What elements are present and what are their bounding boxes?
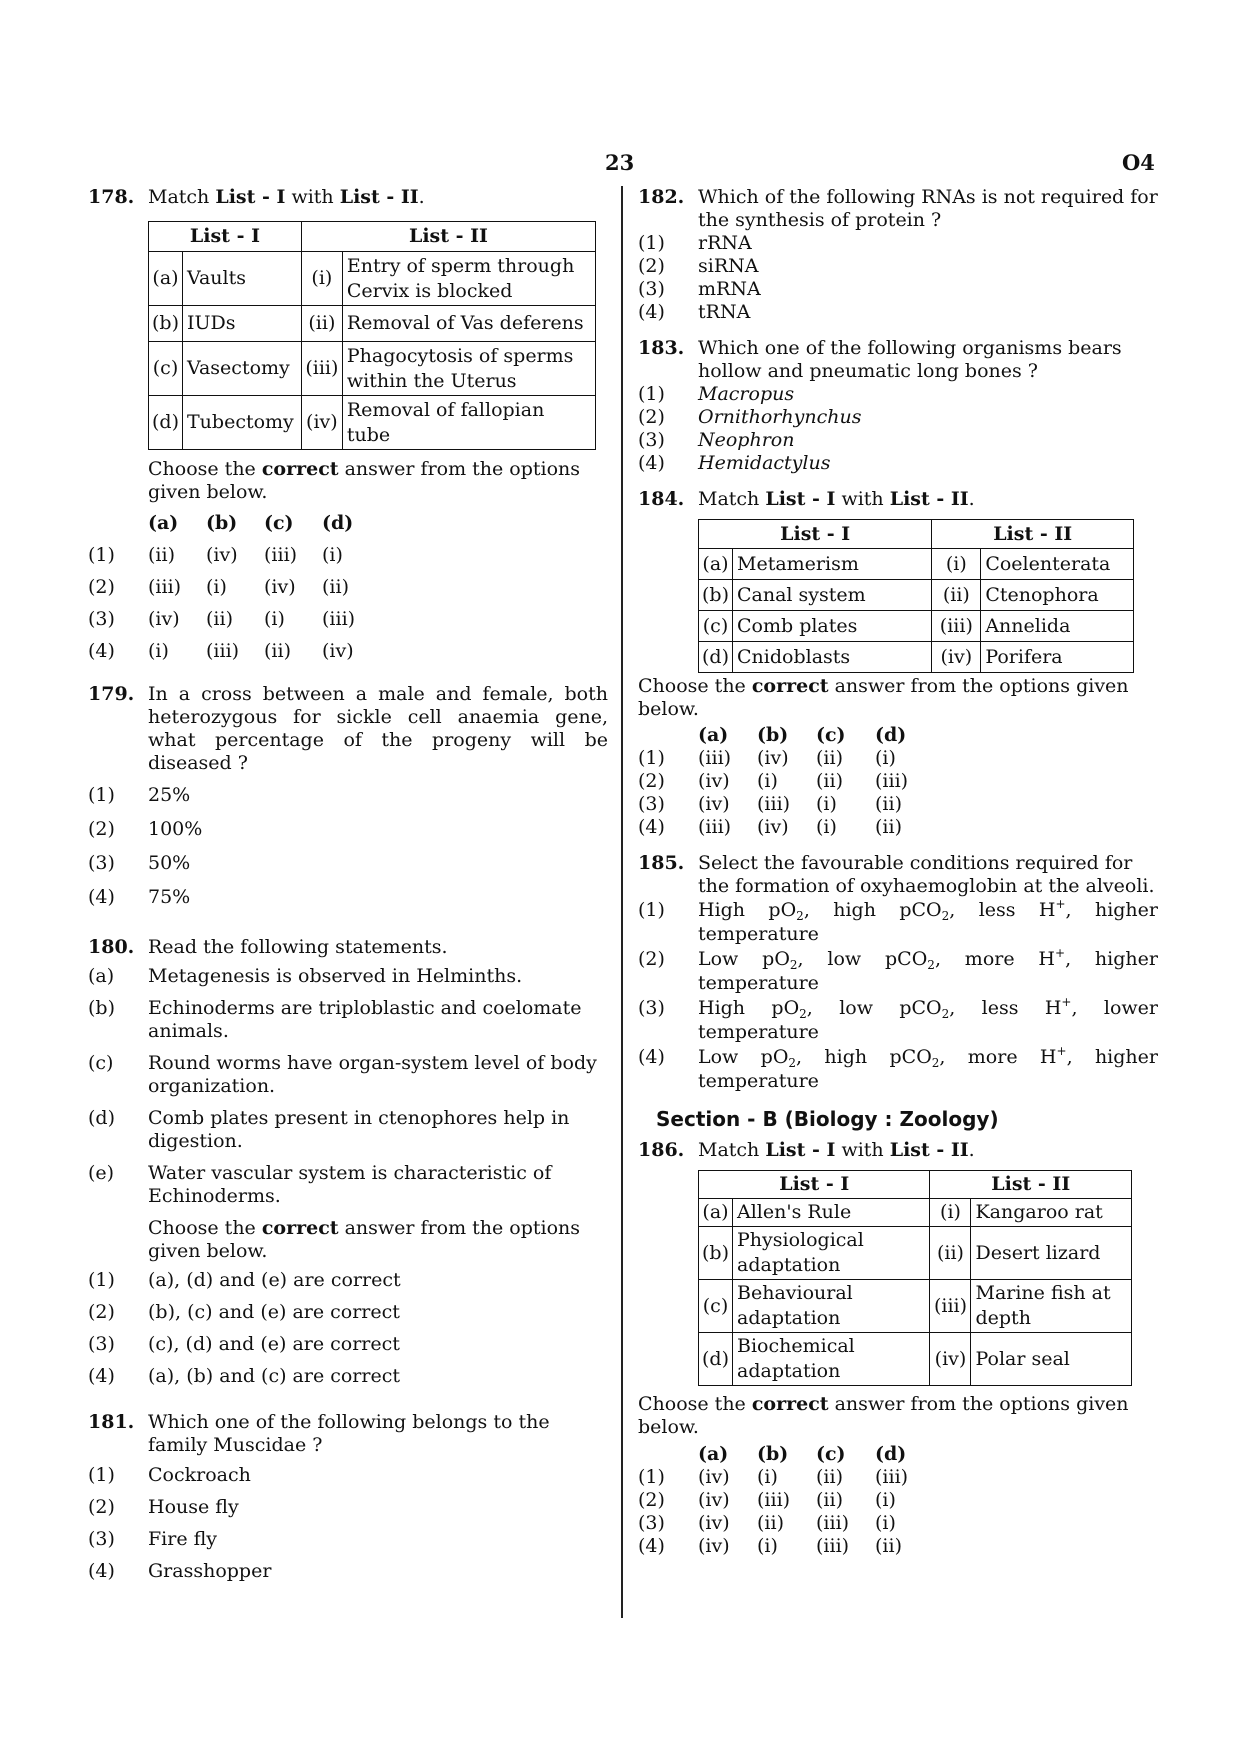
option-2[interactable]: (2) [88, 576, 115, 598]
question-number: 185. [638, 852, 685, 874]
question-number: 179. [88, 683, 135, 705]
option-3[interactable]: (3) [88, 608, 115, 630]
option-3[interactable]: (3) High $pO_2$, low pCO$_2$, less H+, lower temperature [638, 995, 1158, 1043]
options-list [638, 232, 1158, 324]
booklet-code: O4 [1122, 150, 1155, 175]
question-text: Which one of the following belongs to the family Muscidae ? [148, 1411, 550, 1456]
option-1[interactable]: (1) Macropus [638, 383, 795, 405]
option-1[interactable]: (1) [88, 544, 115, 566]
question-number: 183. [638, 337, 685, 359]
list-1-header: List - I [149, 222, 302, 252]
question-number: 182. [638, 186, 685, 208]
option-1[interactable]: (1) Cockroach [88, 1464, 251, 1486]
answer-grid: (a) (b) (c) (d) (1) (iii) (iv) (ii) (i) (2) (iv) (i) (ii) (iii) (3) (iv) (iii) (i) (ii) (4) (iii) (iv) (i) (ii) [638, 724, 909, 838]
option-1[interactable]: (1) [638, 1466, 665, 1488]
table-row: (d) Tubectomy (iv) Removal of fallopian tube [149, 396, 596, 450]
choose-instruction: Choose the correct answer from the options given below. [148, 1217, 581, 1262]
statements-list [88, 965, 608, 1208]
question-number: 186. [638, 1139, 685, 1161]
table-row: (a) Metamerism (i) Coelenterata [699, 549, 1134, 580]
statement-e: (e) Water vascular system is characteristic of Echinoderms. [88, 1162, 552, 1207]
right-column [638, 186, 1158, 1558]
section-title: Section - B (Biology : Zoology) [656, 1107, 999, 1131]
page-number: 23 [605, 150, 635, 175]
option-3[interactable]: (3) 50% [88, 852, 191, 874]
left-column [88, 186, 608, 1583]
question-183 [638, 337, 1158, 383]
table-row: (d) Cnidoblasts (iv) Porifera [699, 642, 1134, 673]
option-4[interactable]: (4) tRNA [638, 301, 751, 323]
option-2[interactable]: (2) 100% [88, 818, 203, 840]
choose-instruction: Choose the correct answer from the options given below. [638, 675, 1129, 720]
statement-a: (a) Metagenesis is observed in Helminths. [88, 965, 523, 987]
option-3[interactable]: (3) Neophron [638, 429, 795, 451]
option-4[interactable]: (4) [638, 816, 665, 838]
match-table [698, 1170, 1132, 1386]
option-1[interactable]: (1) (a), (d) and (e) are correct [88, 1269, 401, 1291]
list-2-header: List - II [932, 520, 1134, 549]
question-text: Match List - I with List - II. [148, 186, 425, 208]
option-3[interactable]: (3) mRNA [638, 278, 761, 300]
table-row: (a) Allen's Rule (i) Kangaroo rat [699, 1199, 1132, 1227]
option-4[interactable]: (4) [88, 640, 115, 662]
question-number: 178. [88, 186, 135, 208]
table-row: (c) Vasectomy (iii) Phagocytosis of sperms within the Uterus [149, 342, 596, 396]
match-table [148, 221, 596, 450]
option-4[interactable]: (4) Low $pO_2$, high pCO$_2$, more H+, higher temperature [638, 1044, 1158, 1092]
option-3[interactable]: (3) [638, 1512, 665, 1534]
list-2-header: List - II [930, 1171, 1132, 1199]
option-2[interactable]: (2) (b), (c) and (e) are correct [88, 1301, 400, 1323]
question-186 [638, 1139, 1158, 1162]
question-179 [88, 683, 608, 775]
option-2[interactable]: (2) [638, 770, 665, 792]
option-3[interactable]: (3) Fire fly [88, 1528, 218, 1550]
question-number: 184. [638, 488, 685, 510]
question-text: Read the following statements. [148, 936, 448, 958]
choose-instruction: Choose the correct answer from the options given below. [638, 1393, 1129, 1438]
question-181 [88, 1411, 608, 1457]
answer-grid: (a) (b) (c) (d) (1) (ii) (iv) (iii) (i) (2) (iii) (i) (iv) (ii) (3) (iv) (ii) (i) (iii) (4) (i) (iii) (ii) (iv) [88, 512, 356, 662]
option-1[interactable]: (1) 25% [88, 784, 191, 806]
question-number: 180. [88, 936, 135, 958]
option-2[interactable]: (2) House fly [88, 1496, 239, 1518]
match-table [698, 519, 1134, 673]
options-list [88, 1464, 608, 1583]
option-2[interactable]: (2) Ornithorhynchus [638, 406, 862, 428]
table-row: (a) Vaults (i) Entry of sperm through Cervix is blocked [149, 252, 596, 306]
option-2[interactable]: (2) [638, 1489, 665, 1511]
option-1[interactable]: (1) High $pO_2$, high pCO$_2$, less H+, higher temperature [638, 897, 1158, 945]
option-3[interactable]: (3) [638, 793, 665, 815]
option-2[interactable]: (2) Low $pO_2$, low pCO$_2$, more H+, higher temperature [638, 946, 1158, 994]
question-text: Which one of the following organisms bears hollow and pneumatic long bones ? [698, 337, 1122, 382]
question-text: Match List - I with List - II. [698, 1139, 975, 1161]
list-2-header: List - II [301, 222, 595, 252]
option-4[interactable]: (4) [638, 1535, 665, 1557]
statement-c: (c) Round worms have organ-system level of body organization. [88, 1052, 597, 1097]
option-4[interactable]: (4) Grasshopper [88, 1560, 272, 1582]
list-1-header: List - I [699, 520, 932, 549]
choose-instruction: Choose the correct answer from the options given below. [148, 458, 581, 503]
question-184 [638, 488, 1158, 511]
options-list [88, 784, 608, 909]
option-4[interactable]: (4) (a), (b) and (c) are correct [88, 1365, 400, 1387]
question-text: In a cross between a male and female, both heterozygous for sickle cell anaemia gene, what percentage of the progeny will be diseased ? [148, 683, 608, 774]
table-row: (b) Physiological adaptation (ii) Desert lizard [699, 1227, 1132, 1280]
options-list [88, 1269, 608, 1388]
question-text: Match List - I with List - II. [698, 488, 975, 510]
question-number: 181. [88, 1411, 135, 1433]
statement-b: (b) Echinoderms are triploblastic and coelomate animals. [88, 997, 582, 1042]
statement-d: (d) Comb plates present in ctenophores help in digestion. [88, 1107, 570, 1152]
option-4[interactable]: (4) Hemidactylus [638, 452, 831, 474]
question-185 [638, 852, 1158, 898]
question-178 [88, 186, 608, 504]
question-text: Select the favourable conditions required for the formation of oxyhaemoglobin at the alveoli. [698, 852, 1155, 897]
column-divider [621, 186, 623, 1618]
option-3[interactable]: (3) (c), (d) and (e) are correct [88, 1333, 400, 1355]
option-2[interactable]: (2) siRNA [638, 255, 759, 277]
option-1[interactable]: (1) rRNA [638, 232, 752, 254]
table-row: (c) Behavioural adaptation (iii) Marine fish at depth [699, 1280, 1132, 1333]
options-list [638, 899, 1158, 1092]
table-row: (d) Biochemical adaptation (iv) Polar seal [699, 1333, 1132, 1386]
option-4[interactable]: (4) 75% [88, 886, 191, 908]
table-row: (b) Canal system (ii) Ctenophora [699, 580, 1134, 611]
list-1-header: List - I [699, 1171, 930, 1199]
table-row: (c) Comb plates (iii) Annelida [699, 611, 1134, 642]
options-list [638, 383, 1158, 475]
question-182 [638, 186, 1158, 232]
table-row: (b) IUDs (ii) Removal of Vas deferens [149, 306, 596, 342]
answer-grid: (a) (b) (c) (d) (1) (iv) (i) (ii) (iii) (2) (iv) (iii) (ii) (i) (3) (iv) (ii) (iii) (i) (4) (iv) (i) (iii) (ii) [638, 1443, 909, 1557]
question-180 [88, 936, 608, 959]
question-text: Which of the following RNAs is not required for the synthesis of protein ? [698, 186, 1158, 231]
option-1[interactable]: (1) [638, 747, 665, 769]
